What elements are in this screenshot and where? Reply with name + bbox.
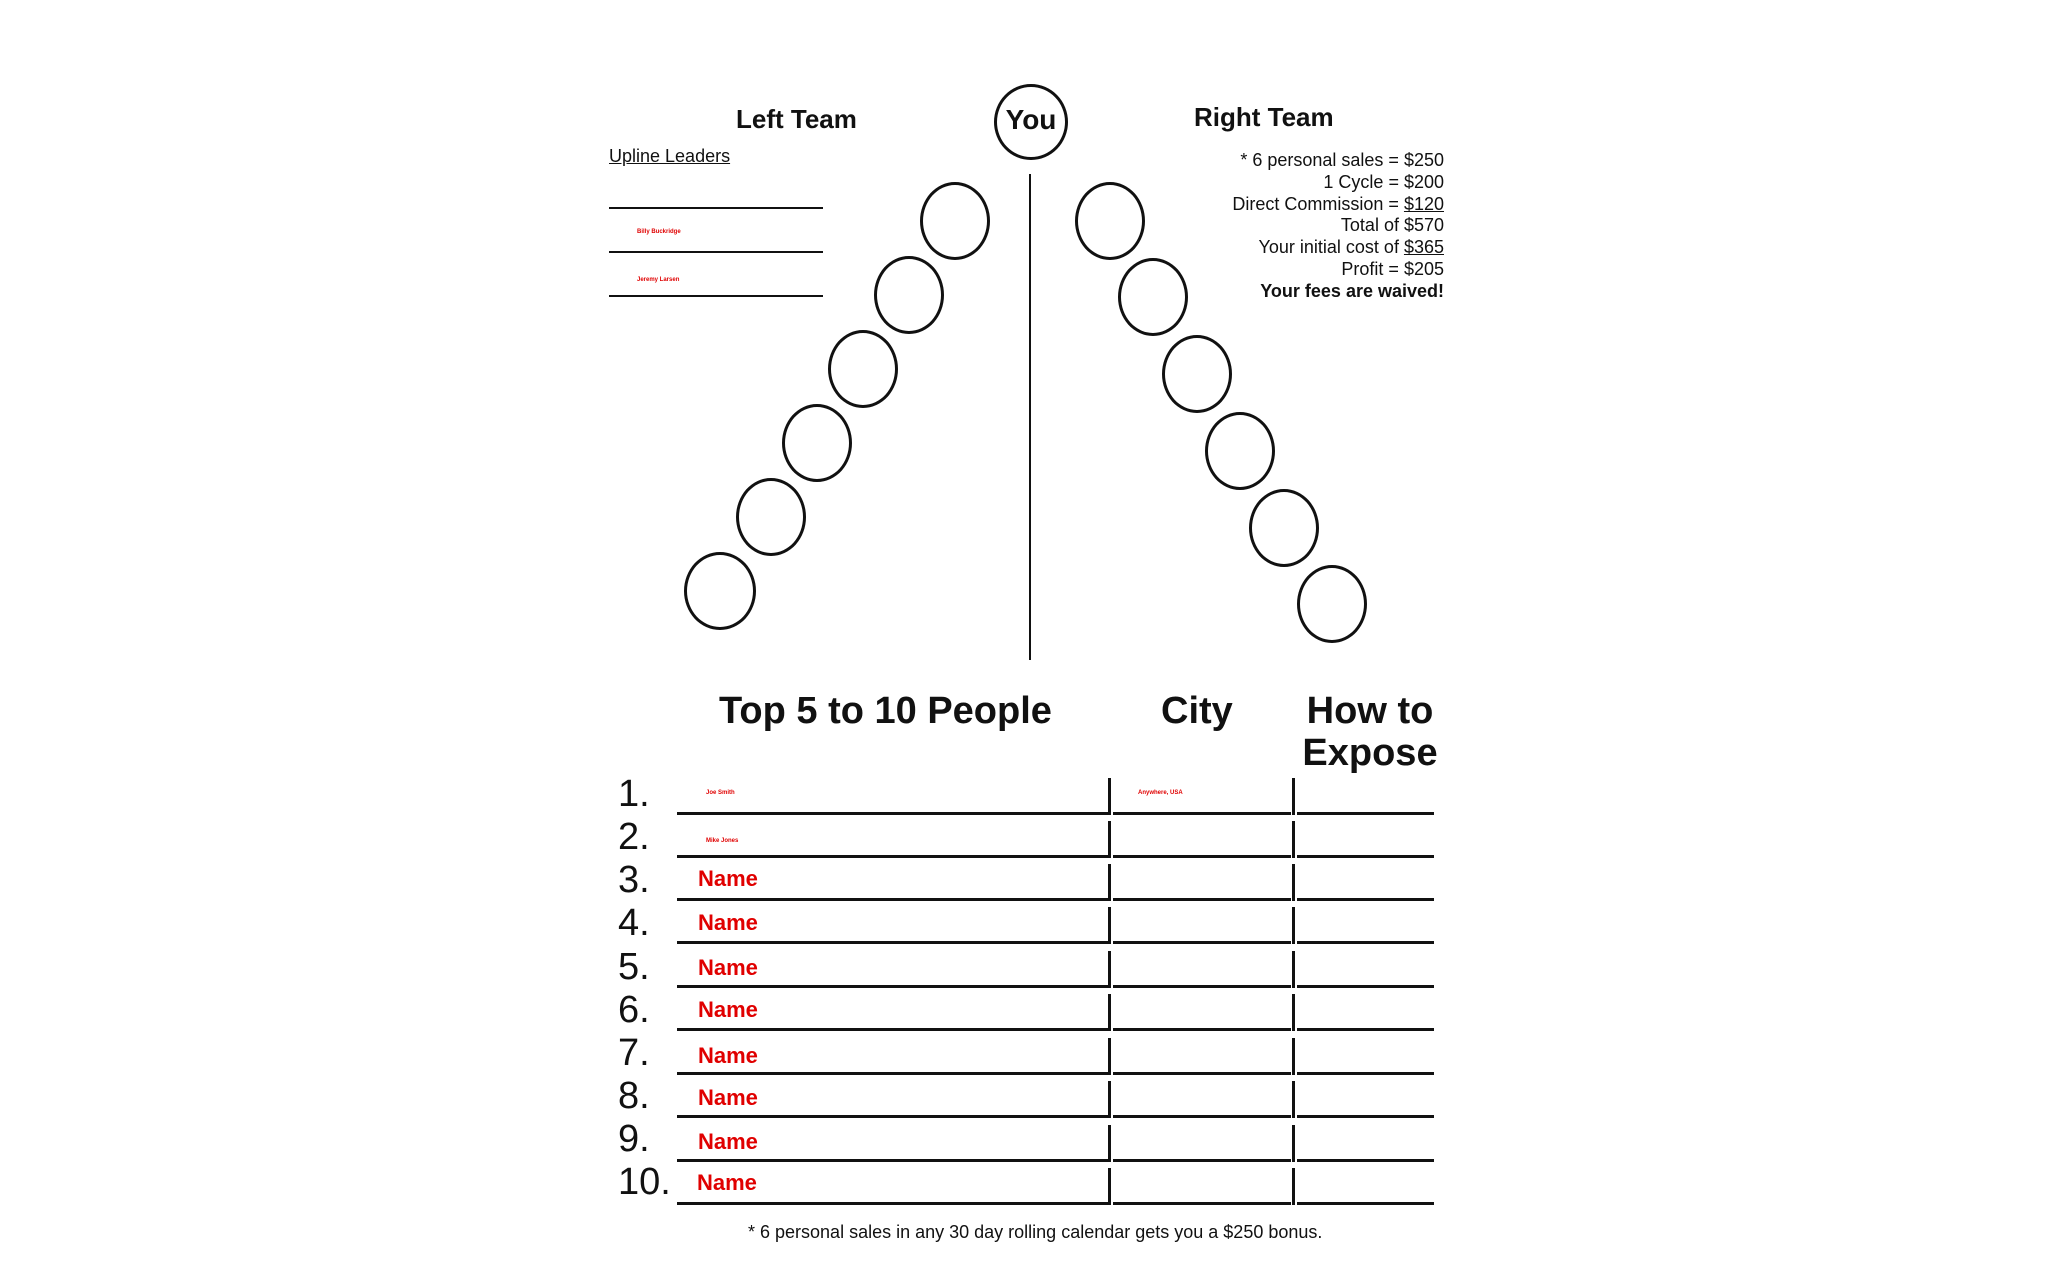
expose-column-header-line-1: How to: [1306, 690, 1434, 732]
name-line: [677, 812, 1109, 815]
upline-line-3: [609, 295, 823, 297]
expose-line: [1297, 1072, 1434, 1075]
city-line: [1113, 1072, 1291, 1075]
right-node-6: [1297, 565, 1367, 643]
column-divider: [1108, 821, 1111, 858]
name-line: [677, 1115, 1109, 1118]
column-divider: [1108, 778, 1111, 815]
city-line: [1113, 985, 1291, 988]
column-divider: [1292, 907, 1295, 944]
footnote: * 6 personal sales in any 30 day rolling calendar gets you a $250 bonus.: [748, 1222, 1323, 1242]
expose-line: [1297, 1028, 1434, 1031]
column-divider: [1108, 994, 1111, 1031]
row-number: 3.: [618, 859, 650, 901]
column-divider: [1292, 1081, 1295, 1118]
row-number: 5.: [618, 946, 650, 988]
row-number: 1.: [618, 773, 650, 815]
row-name: Name: [698, 1129, 758, 1154]
column-divider: [1292, 1038, 1295, 1075]
city-line: [1113, 941, 1291, 944]
column-divider: [1108, 1081, 1111, 1118]
upline-line-1: [609, 207, 823, 209]
right-node-2: [1118, 258, 1188, 336]
name-line: [677, 855, 1109, 858]
column-divider: [1292, 864, 1295, 901]
row-name: Name: [698, 1043, 758, 1068]
column-divider: [1292, 994, 1295, 1031]
expose-line: [1297, 898, 1434, 901]
row-number: 9.: [618, 1118, 650, 1160]
row-name: Name: [698, 997, 758, 1022]
name-line: [677, 898, 1109, 901]
right-node-4: [1205, 412, 1275, 490]
column-divider: [1292, 1125, 1295, 1162]
name-line: [677, 1028, 1109, 1031]
column-divider: [1292, 1168, 1295, 1205]
name-line: [677, 1202, 1109, 1205]
row-name: Name: [698, 1085, 758, 1110]
left-node-3: [828, 330, 898, 408]
row-number: 8.: [618, 1075, 650, 1117]
info-line-2: 1 Cycle = $200: [1323, 172, 1444, 192]
row-name: Name: [698, 866, 758, 891]
info-line-7: Your fees are waived!: [1260, 281, 1444, 301]
row-number: 10.: [618, 1161, 671, 1203]
name-line: [677, 985, 1109, 988]
left-node-5: [736, 478, 806, 556]
expose-line: [1297, 1202, 1434, 1205]
city-line: [1113, 812, 1291, 815]
row-number: 6.: [618, 989, 650, 1031]
row-name: Name: [697, 1170, 757, 1195]
expose-line: [1297, 812, 1434, 815]
row-number: 4.: [618, 902, 650, 944]
left-node-6: [684, 552, 756, 630]
column-divider: [1108, 907, 1111, 944]
right-node-1: [1075, 182, 1145, 260]
upline-name-1: Billy Buckridge: [637, 229, 681, 235]
row-name: Joe Smith: [706, 790, 735, 796]
column-divider: [1108, 1125, 1111, 1162]
center-divider: [1029, 174, 1031, 660]
column-divider: [1108, 951, 1111, 988]
row-number: 2.: [618, 816, 650, 858]
right-team-title: Right Team: [1194, 102, 1334, 132]
left-node-2: [874, 256, 944, 334]
city-line: [1113, 1159, 1291, 1162]
info-line-3: Direct Commission = $120: [1232, 194, 1444, 214]
row-name: Name: [698, 955, 758, 980]
row-number: 7.: [618, 1032, 650, 1074]
city-line: [1113, 898, 1291, 901]
expose-line: [1297, 1159, 1434, 1162]
row-name: Mike Jones: [706, 838, 739, 844]
expose-line: [1297, 855, 1434, 858]
people-column-header: Top 5 to 10 People: [719, 690, 1052, 732]
city-line: [1113, 1028, 1291, 1031]
name-line: [677, 941, 1109, 944]
left-node-4: [782, 404, 852, 482]
left-team-title: Left Team: [736, 104, 857, 134]
expose-line: [1297, 985, 1434, 988]
column-divider: [1292, 821, 1295, 858]
you-label: You: [1005, 104, 1057, 135]
left-node-1: [920, 182, 990, 260]
city-column-header: City: [1161, 690, 1233, 732]
upline-line-2: [609, 251, 823, 253]
column-divider: [1292, 778, 1295, 815]
upline-leaders-title: Upline Leaders: [609, 146, 731, 166]
column-divider: [1108, 1168, 1111, 1205]
column-divider: [1292, 951, 1295, 988]
name-line: [677, 1072, 1109, 1075]
row-city: Anywhere, USA: [1138, 790, 1183, 796]
right-node-5: [1249, 489, 1319, 567]
city-line: [1113, 855, 1291, 858]
upline-name-2: Jeremy Larsen: [637, 277, 680, 283]
info-line-1: * 6 personal sales = $250: [1240, 150, 1444, 170]
expose-column-header-line-2: Expose: [1302, 732, 1438, 774]
row-name: Name: [698, 910, 758, 935]
city-line: [1113, 1202, 1291, 1205]
name-line: [677, 1159, 1109, 1162]
city-line: [1113, 1115, 1291, 1118]
column-divider: [1108, 1038, 1111, 1075]
right-node-3: [1162, 335, 1232, 413]
column-divider: [1108, 864, 1111, 901]
expose-line: [1297, 1115, 1434, 1118]
info-line-4: Total of $570: [1340, 215, 1444, 235]
info-line-5: Your initial cost of $365: [1258, 237, 1444, 257]
info-line-6: Profit = $205: [1341, 259, 1444, 279]
expose-line: [1297, 941, 1434, 944]
